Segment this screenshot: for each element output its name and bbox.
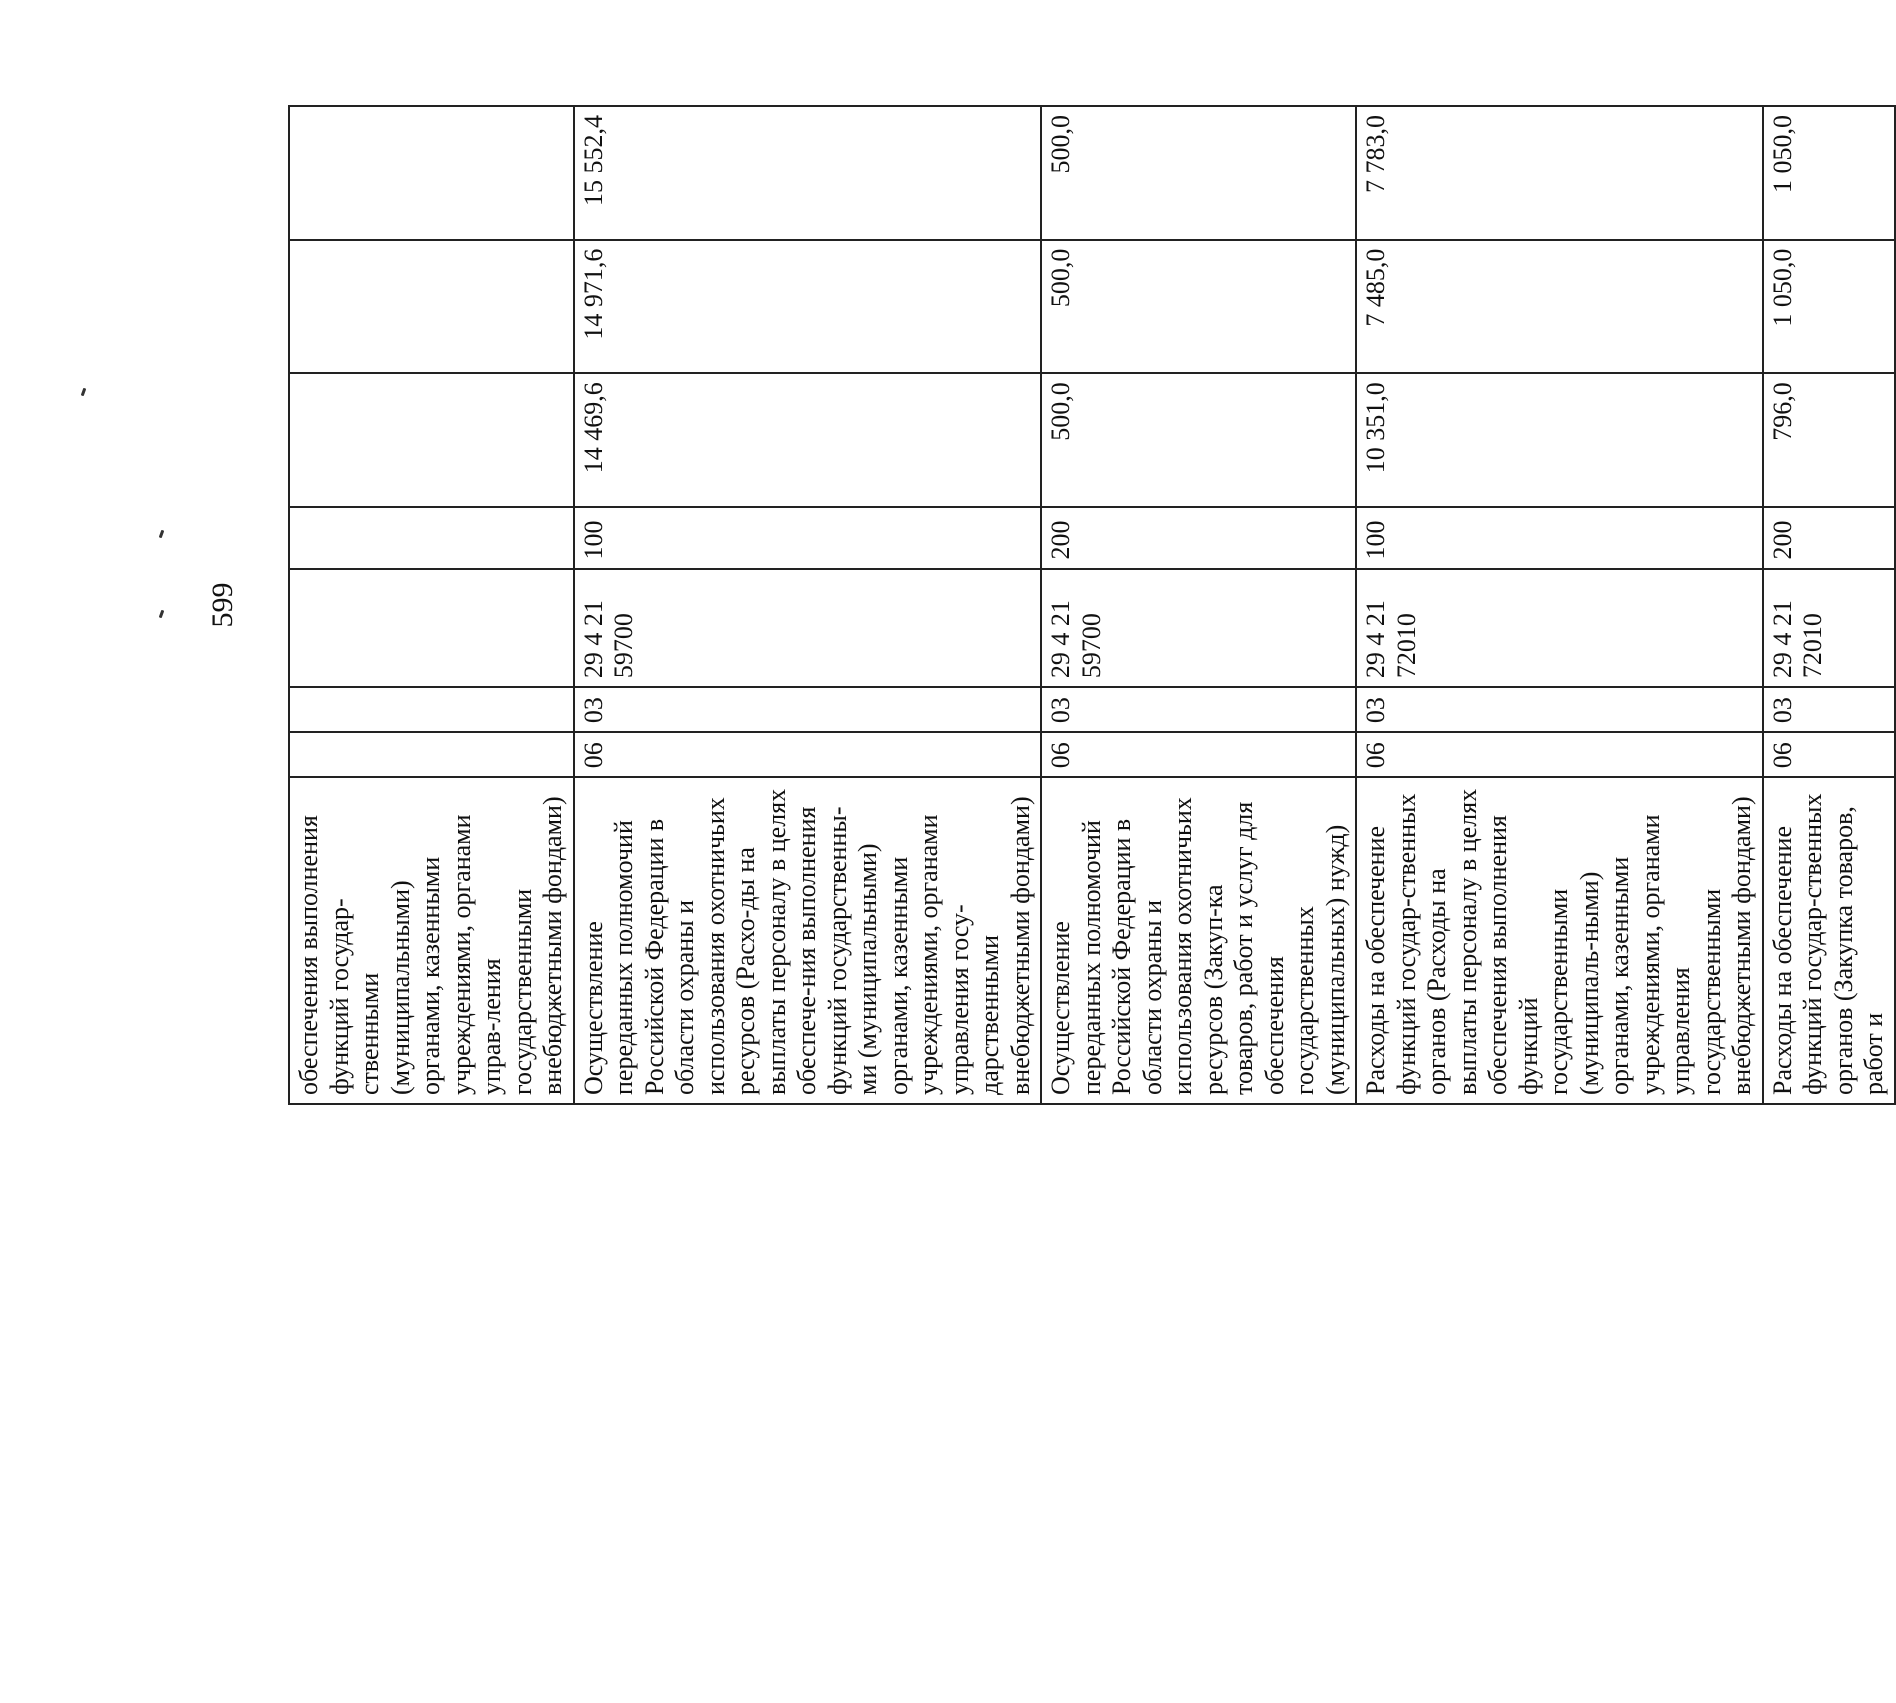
amount-3 bbox=[289, 106, 574, 240]
table-row bbox=[1763, 106, 1895, 1104]
subsection-code: 03 bbox=[574, 687, 1042, 732]
section-code: 06 bbox=[1763, 732, 1895, 777]
section-code: 06 bbox=[1041, 732, 1356, 777]
row-description: обеспечения выполнения функций государ-ственными (муниципальными) органами, казенными учреждениями, органами управ-ления государственными внебюджетными фондами) bbox=[289, 777, 574, 1104]
page-number: 599 bbox=[206, 582, 239, 628]
amount-1 bbox=[289, 373, 574, 507]
target-article bbox=[289, 569, 574, 688]
row-description: Расходы на обеспечение функций государ-ственных органов (Закупка товаров, работ и bbox=[1763, 777, 1895, 1104]
scan-speck bbox=[81, 388, 87, 397]
amount-3: 15 552,4 bbox=[574, 106, 1042, 240]
amount-1: 500,0 bbox=[1041, 373, 1356, 507]
rotated-page-content bbox=[198, 105, 1888, 1105]
amount-3: 500,0 bbox=[1041, 106, 1356, 240]
target-article: 29 4 21 72010 bbox=[1763, 569, 1895, 688]
expense-type: 100 bbox=[574, 507, 1042, 569]
amount-2: 14 971,6 bbox=[574, 240, 1042, 374]
scan-speck bbox=[159, 610, 165, 619]
expense-type: 200 bbox=[1763, 507, 1895, 569]
section-code bbox=[289, 732, 574, 777]
expense-type bbox=[289, 507, 574, 569]
target-article: 29 4 21 59700 bbox=[574, 569, 1042, 688]
amount-1: 796,0 bbox=[1763, 373, 1895, 507]
amount-3: 7 783,0 bbox=[1356, 106, 1763, 240]
amount-2 bbox=[289, 240, 574, 374]
expense-type: 200 bbox=[1041, 507, 1356, 569]
subsection-code bbox=[289, 687, 574, 732]
table-row bbox=[1041, 106, 1356, 1104]
amount-3: 1 050,0 bbox=[1763, 106, 1895, 240]
scan-speck bbox=[159, 530, 165, 539]
row-description: Осуществление переданных полномочий Российской Федерации в области охраны и использования охотничьих ресурсов (Закуп-ка товаров, работ и услуг для обеспечения государственных (муниципальных) нужд) bbox=[1041, 777, 1356, 1104]
section-code: 06 bbox=[1356, 732, 1763, 777]
table-row bbox=[574, 106, 1042, 1104]
subsection-code: 03 bbox=[1356, 687, 1763, 732]
subsection-code: 03 bbox=[1763, 687, 1895, 732]
target-article: 29 4 21 59700 bbox=[1041, 569, 1356, 688]
row-description: Осуществление переданных полномочий Российской Федерации в области охраны и использования охотничьих ресурсов (Расхо-ды на выплаты персоналу в целях обеспече-ния выполнения функций государственны-ми (муниципальными) органами, казенными учреждениями, органами управления госу-дарственными внебюджетными фондами) bbox=[574, 777, 1042, 1104]
amount-2: 7 485,0 bbox=[1356, 240, 1763, 374]
amount-1: 10 351,0 bbox=[1356, 373, 1763, 507]
amount-1: 14 469,6 bbox=[574, 373, 1042, 507]
budget-table bbox=[288, 105, 1896, 1105]
table-row bbox=[1356, 106, 1763, 1104]
amount-2: 1 050,0 bbox=[1763, 240, 1895, 374]
row-description: Расходы на обеспечение функций государ-ственных органов (Расходы на выплаты персоналу в целях обеспечения выполнения функций государственными (муниципаль-ными) органами, казенными учреждениями, органами управления государственными внебюджетными фондами) bbox=[1356, 777, 1763, 1104]
table-row bbox=[289, 106, 574, 1104]
amount-2: 500,0 bbox=[1041, 240, 1356, 374]
expense-type: 100 bbox=[1356, 507, 1763, 569]
target-article: 29 4 21 72010 bbox=[1356, 569, 1763, 688]
section-code: 06 bbox=[574, 732, 1042, 777]
subsection-code: 03 bbox=[1041, 687, 1356, 732]
